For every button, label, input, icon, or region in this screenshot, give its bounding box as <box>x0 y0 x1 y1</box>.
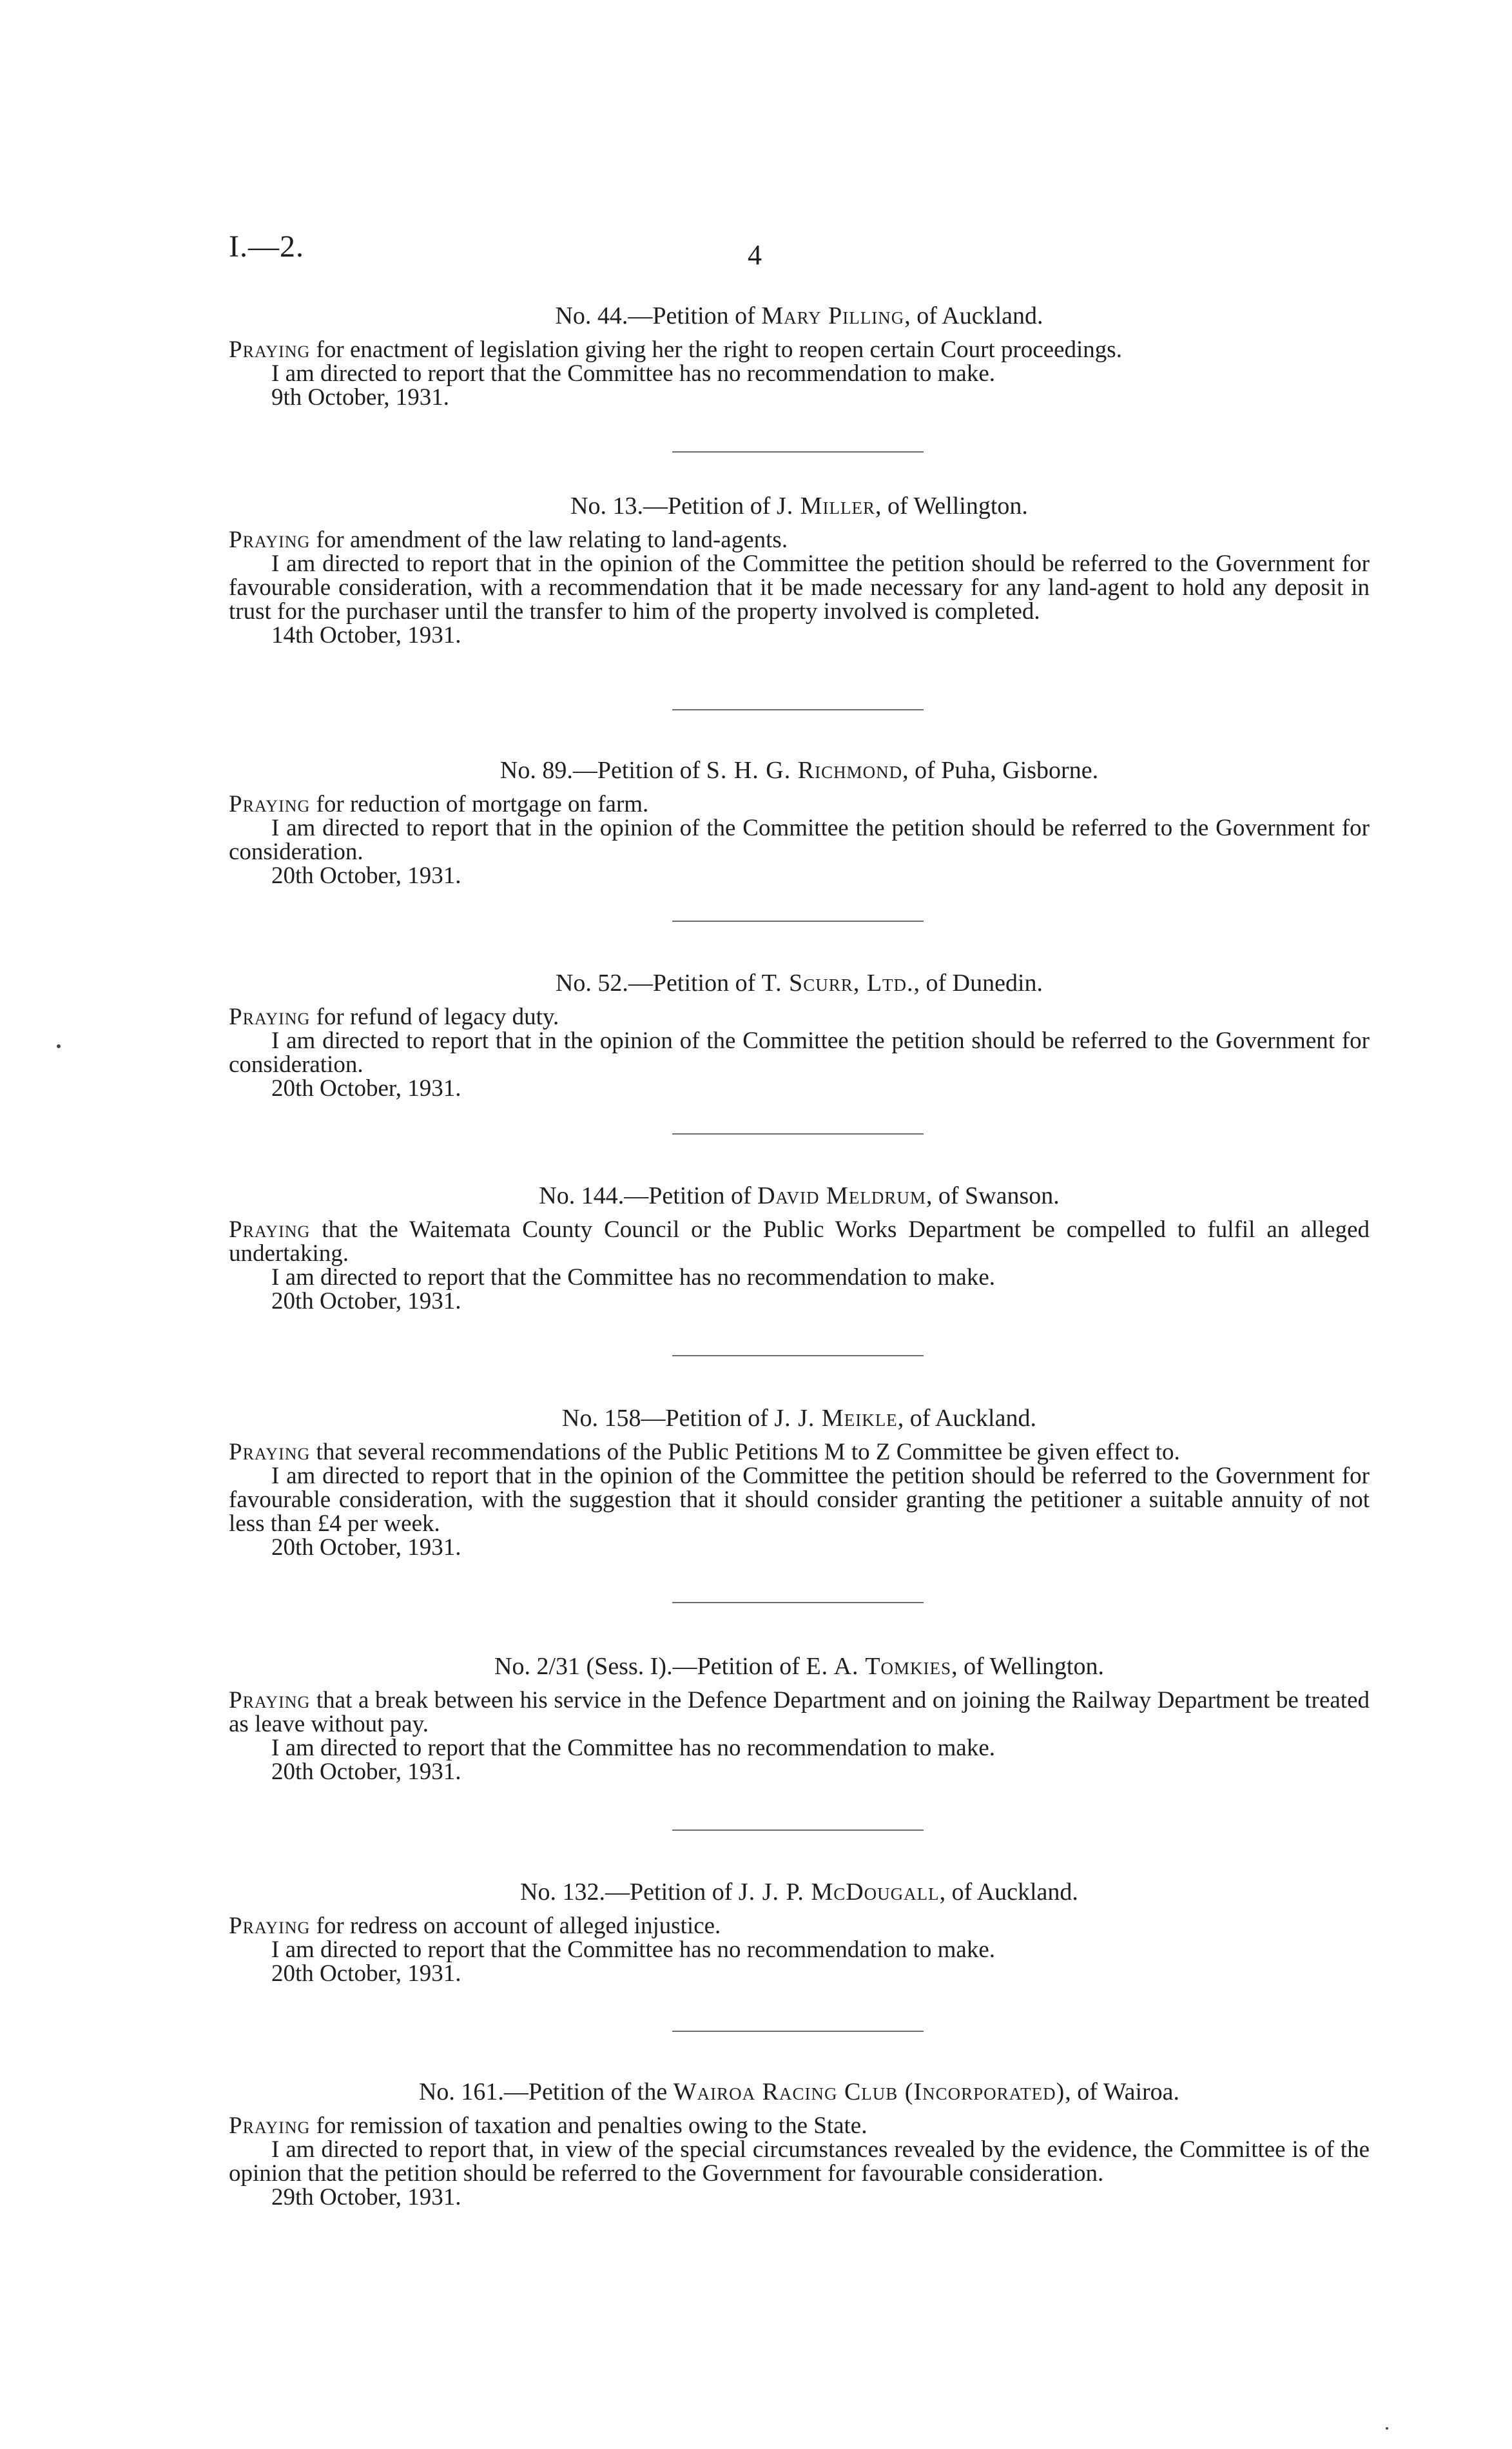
petitioner-name: S. H. G. Richmond <box>706 757 903 784</box>
report-text: I am directed to report that the Committee has no recommendation to make. <box>271 1937 996 1963</box>
petition-entry <box>229 493 1370 647</box>
report-date: 20th October, 1931. <box>271 1759 461 1785</box>
section-divider <box>672 1602 924 1603</box>
report-date: 9th October, 1931. <box>271 384 449 411</box>
paper-reference: I.—2. <box>229 229 304 264</box>
petitioner-name: David Meldrum <box>757 1182 926 1209</box>
petition-entry <box>229 1654 1370 1784</box>
section-divider <box>672 451 924 453</box>
section-divider <box>672 1829 924 1831</box>
petition-entry <box>229 2079 1370 2209</box>
petition-title: No. 161.—Petition of the Wairoa Racing Club (Incorporated), of Wairoa. <box>418 2078 1180 2105</box>
report-date: 20th October, 1931. <box>271 1075 461 1102</box>
report-date: 29th October, 1931. <box>271 2184 461 2210</box>
petition-title: No. 52.—Petition of T. Scurr, Ltd., of Dunedin. <box>555 970 1043 997</box>
report-date: 20th October, 1931. <box>271 1960 461 1987</box>
petition-title: No. 89.—Petition of S. H. G. Richmond, of Puha, Gisborne. <box>499 757 1099 784</box>
petition-title: No. 2/31 (Sess. I).—Petition of E. A. Tomkies, of Wellington. <box>494 1653 1104 1680</box>
petition-entry <box>229 1183 1370 1313</box>
page-number: 4 <box>748 239 762 271</box>
praying-clause: Praying for reduction of mortgage on farm. <box>229 791 649 817</box>
section-divider <box>672 2031 924 2032</box>
petition-entry <box>229 970 1370 1100</box>
scan-speck <box>57 1044 61 1048</box>
report-text: I am directed to report that the Committee has no recommendation to make. <box>271 360 996 387</box>
petition-entry <box>229 303 1370 409</box>
petition-title: No. 144.—Petition of David Meldrum, of Swanson. <box>539 1182 1060 1209</box>
report-date: 14th October, 1931. <box>271 622 461 649</box>
report-text: I am directed to report that in the opinion of the Committee the petition should be referred to the Government for favourable consideration, with a recommendation that it be made necessary for any land-agent to hold any deposit in trust for the purchaser until the transfer to him of the property involved is completed. <box>229 551 1370 625</box>
praying-clause: Praying for remission of taxation and penalties owing to the State. <box>229 2112 867 2139</box>
praying-clause: Praying for redress on account of alleged injustice. <box>229 1913 721 1939</box>
petition-entry <box>229 1879 1370 1986</box>
report-text: I am directed to report that the Committee has no recommendation to make. <box>271 1735 996 1761</box>
praying-clause: Praying for enactment of legislation giving her the right to reopen certain Court proceedings. <box>229 337 1122 363</box>
report-text: I am directed to report that in the opinion of the Committee the petition should be referred to the Government for consideration. <box>229 1028 1370 1078</box>
report-text: I am directed to report that, in view of the special circumstances revealed by the evidence, the Committee is of the opinion that the petition should be referred to the Government for favourable consideration. <box>229 2136 1370 2187</box>
petitioner-name: E. A. Tomkies <box>806 1653 952 1680</box>
petition-title: No. 44.—Petition of Mary Pilling, of Auckland. <box>555 302 1043 329</box>
praying-clause: Praying that the Waitemata County Council or the Public Works Department be compelled to fulfil an alleged undertaking. <box>229 1216 1370 1267</box>
report-text: I am directed to report that in the opinion of the Committee the petition should be referred to the Government for favourable consideration, with the suggestion that it should consider granting the petitioner a suitable annuity of not less than £4 per week. <box>229 1463 1370 1537</box>
report-text: I am directed to report that in the opinion of the Committee the petition should be referred to the Government for consideration. <box>229 815 1370 865</box>
petition-title: No. 132.—Petition of J. J. P. McDougall, of Auckland. <box>520 1878 1078 1906</box>
report-text: I am directed to report that the Committee has no recommendation to make. <box>271 1264 996 1291</box>
report-date: 20th October, 1931. <box>271 863 461 889</box>
petition-entry <box>229 757 1370 888</box>
report-date: 20th October, 1931. <box>271 1534 461 1561</box>
petitioner-name: J. J. Meikle <box>774 1405 898 1432</box>
petitioner-name: Wairoa Racing Club (Incorporated) <box>673 2078 1065 2105</box>
section-divider <box>672 1133 924 1135</box>
petitioner-name: Mary Pilling <box>761 302 905 329</box>
praying-clause: Praying for refund of legacy duty. <box>229 1004 559 1030</box>
report-date: 20th October, 1931. <box>271 1288 461 1314</box>
section-divider <box>672 1355 924 1356</box>
praying-clause: Praying that several recommendations of the Public Petitions M to Z Committee be given effect to. <box>229 1439 1180 1465</box>
praying-clause: Praying that a break between his service in the Defence Department and on joining the Railway Department be treated as leave without pay. <box>229 1687 1370 1737</box>
scan-speck <box>1386 2427 1388 2430</box>
praying-clause: Praying for amendment of the law relating to land-agents. <box>229 527 788 553</box>
section-divider <box>672 921 924 922</box>
petitioner-name: T. Scurr, Ltd. <box>761 970 914 997</box>
petition-title: No. 13.—Petition of J. Miller, of Wellington. <box>570 493 1028 520</box>
petitioner-name: J. J. P. McDougall <box>738 1878 940 1906</box>
section-divider <box>672 709 924 710</box>
petition-title: No. 158—Petition of J. J. Meikle, of Auckland. <box>562 1405 1036 1432</box>
petitioner-name: J. Miller <box>776 493 875 520</box>
petition-entry <box>229 1405 1370 1559</box>
